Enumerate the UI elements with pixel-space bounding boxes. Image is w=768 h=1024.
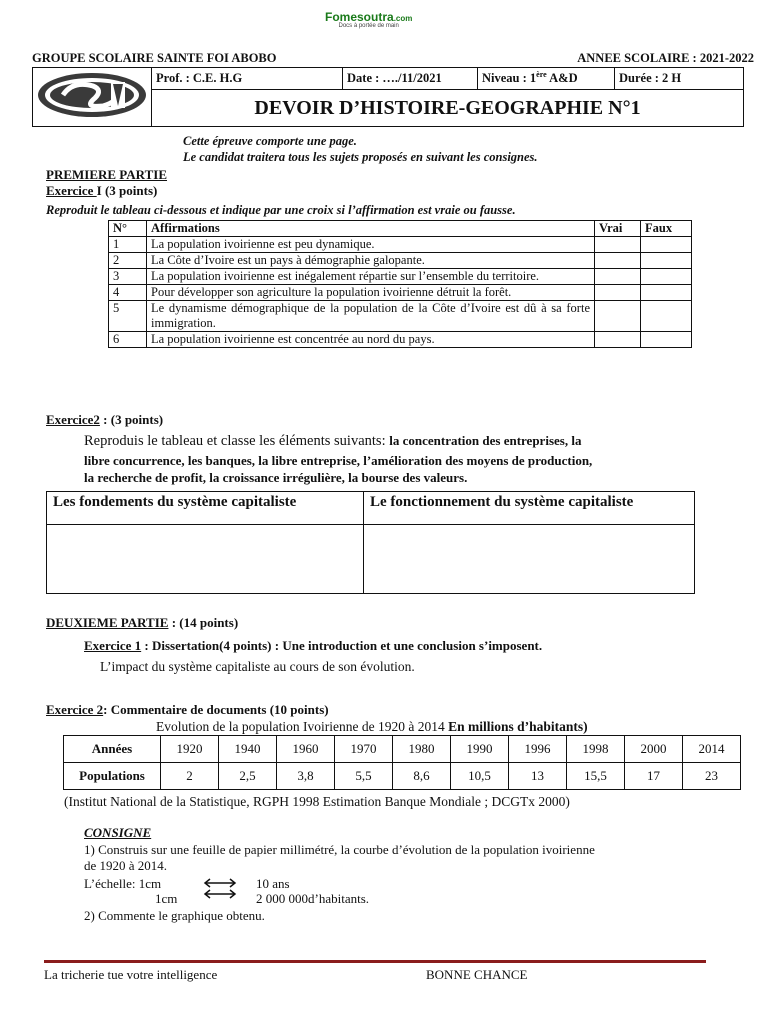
scale-label-2: 1cm xyxy=(155,891,178,906)
vrai-cell xyxy=(595,332,641,348)
year-cell: 1996 xyxy=(509,736,567,763)
col-header-vrai: Vrai xyxy=(595,221,641,237)
row-affirmation: La population ivoirienne est inégalement répartie sur l’ensemble du territoire. xyxy=(147,269,595,285)
col-fondements: Les fondements du système capitaliste xyxy=(47,492,364,525)
year-cell: 1998 xyxy=(567,736,625,763)
vrai-cell xyxy=(595,253,641,269)
vrai-cell xyxy=(595,285,641,301)
population-table xyxy=(63,735,741,790)
part2-title-line xyxy=(46,615,238,631)
school-year: ANNEE SCOLAIRE : 2021-2022 xyxy=(577,51,754,65)
sfa-emblem-icon xyxy=(33,68,151,122)
years-row xyxy=(64,736,741,763)
faux-cell xyxy=(641,285,692,301)
empty-cell xyxy=(47,525,364,594)
year-cell: 1970 xyxy=(335,736,393,763)
ex2-line-1 xyxy=(84,433,581,450)
row-label-annees: Années xyxy=(64,736,161,763)
table-row xyxy=(109,301,692,332)
col-header-affirmations: Affirmations xyxy=(147,221,595,237)
consigne-title: CONSIGNE xyxy=(84,825,152,840)
niveau-prefix: Niveau : 1 xyxy=(482,71,537,86)
row-label-populations: Populations xyxy=(64,763,161,790)
ex2-elements-1: la concentration des entreprises, la xyxy=(389,433,582,448)
ex2-elements-3: la recherche de profit, la croissance irrégulière, la bourse des valeurs. xyxy=(84,470,468,485)
exam-title: DEVOIR D’HISTOIRE-GEOGRAPHIE N°1 xyxy=(152,90,744,127)
row-affirmation: Le dynamisme démographique de la population de la Côte d’Ivoire est dû à sa forte immigration. xyxy=(147,301,595,332)
consigne-1b: de 1920 à 2014. xyxy=(84,858,168,873)
footer-left: La tricherie tue votre intelligence xyxy=(44,967,218,982)
ex1-instruction: Reproduit le tableau ci-dessous et indique par une croix si l’affirmation est vraie ou fausse. xyxy=(46,203,516,217)
col-header-faux: Faux xyxy=(641,221,692,237)
part2-ex2-heading xyxy=(46,702,329,718)
logo-tagline: Docs à portée de main xyxy=(338,23,399,29)
part1-ex1-heading xyxy=(46,183,157,199)
year-cell: 1940 xyxy=(219,736,277,763)
part2-ex1-heading xyxy=(84,638,542,654)
part2-ex2-rest: : Commentaire de documents (10 points) xyxy=(103,702,329,717)
year-cell: 2000 xyxy=(625,736,683,763)
row-number: 1 xyxy=(109,237,147,253)
niveau-suffix: A&D xyxy=(546,71,578,86)
year-cell: 2014 xyxy=(683,736,741,763)
population-cell: 2 xyxy=(161,763,219,790)
faux-cell xyxy=(641,301,692,332)
ex1-label: Exercice xyxy=(46,183,97,198)
consigne-1a: 1) Construis sur une feuille de papier millimétré, la courbe d’évolution de la population ivoirienne xyxy=(84,842,595,857)
year-cell: 1960 xyxy=(277,736,335,763)
ex2-label: Exercice2 xyxy=(46,412,100,427)
consigne-2: 2) Commente le graphique obtenu. xyxy=(84,908,265,923)
population-cell: 15,5 xyxy=(567,763,625,790)
population-cell: 3,8 xyxy=(277,763,335,790)
row-number: 3 xyxy=(109,269,147,285)
ex1-points: I (3 points) xyxy=(96,183,158,198)
instruction-line-2: Le candidat traitera tous les sujets proposés en suivant les consignes. xyxy=(183,150,538,164)
col-fonctionnement: Le fonctionnement du système capitaliste xyxy=(364,492,695,525)
table-row xyxy=(109,269,692,285)
logo-domain: .com xyxy=(393,14,413,23)
population-cell: 8,6 xyxy=(393,763,451,790)
row-number: 6 xyxy=(109,332,147,348)
logo-brand: Fomesoutra xyxy=(325,10,394,24)
school-name: GROUPE SCOLAIRE SAINTE FOI ABOBO xyxy=(32,51,277,65)
faux-cell xyxy=(641,253,692,269)
fomesoutra-logo xyxy=(325,10,412,29)
part2-ex1-rest: : Dissertation(4 points) : Une introduction et une conclusion s’imposent. xyxy=(141,638,543,653)
capitalism-table xyxy=(46,491,695,594)
year-cell: 1980 xyxy=(393,736,451,763)
year-cell: 1990 xyxy=(451,736,509,763)
part2-title: DEUXIEME PARTIE xyxy=(46,615,169,630)
table-row xyxy=(109,237,692,253)
school-emblem xyxy=(33,68,152,127)
part2-ex1-label: Exercice 1 xyxy=(84,638,142,653)
row-affirmation: La population ivoirienne est concentrée au nord du pays. xyxy=(147,332,595,348)
scale-value-1: 10 ans xyxy=(256,876,290,891)
scale-label: L’échelle: 1cm xyxy=(84,876,162,891)
table-row xyxy=(109,285,692,301)
vrai-cell xyxy=(595,301,641,332)
population-table-title xyxy=(156,719,588,735)
row-affirmation: La Côte d’Ivoire est un pays à démographie galopante. xyxy=(147,253,595,269)
row-number: 5 xyxy=(109,301,147,332)
table-source: (Institut National de la Statistique, RGPH 1998 Estimation Banque Mondiale ; DCGTx 2000) xyxy=(64,794,570,809)
date-cell: Date : …./11/2021 xyxy=(343,68,478,90)
double-arrow-icon xyxy=(202,878,238,900)
part2-points: : (14 points) xyxy=(168,615,239,630)
row-affirmation: La population ivoirienne est peu dynamique. xyxy=(147,237,595,253)
table-title-plain: Evolution de la population Ivoirienne de 1920 à 2014 xyxy=(156,719,449,734)
population-cell: 5,5 xyxy=(335,763,393,790)
prof-cell: Prof. : C.E. H.G xyxy=(152,68,343,90)
niveau-sup: ère xyxy=(536,70,547,80)
vrai-cell xyxy=(595,269,641,285)
row-number: 4 xyxy=(109,285,147,301)
populations-row xyxy=(64,763,741,790)
row-number: 2 xyxy=(109,253,147,269)
row-affirmation: Pour développer son agriculture la population ivoirienne détruit la forêt. xyxy=(147,285,595,301)
col-header-n: N° xyxy=(109,221,147,237)
affirmations-table xyxy=(108,220,692,348)
vrai-cell xyxy=(595,237,641,253)
ex2-points: : (3 points) xyxy=(99,412,164,427)
table-row xyxy=(109,253,692,269)
scale-value-2: 2 000 000d’habitants. xyxy=(256,891,370,906)
population-cell: 13 xyxy=(509,763,567,790)
part1-title: PREMIERE PARTIE xyxy=(46,167,168,182)
population-cell: 23 xyxy=(683,763,741,790)
duree-cell: Durée : 2 H xyxy=(615,68,744,90)
exam-instructions xyxy=(183,133,538,165)
empty-cell xyxy=(364,525,695,594)
header-table xyxy=(32,67,744,127)
instruction-line-1: Cette épreuve comporte une page. xyxy=(183,134,357,148)
faux-cell xyxy=(641,237,692,253)
table-row xyxy=(109,332,692,348)
ex2-elements-2: libre concurrence, les banques, la libre entreprise, l’amélioration des moyens de production, xyxy=(84,453,593,468)
ex2-intro: Reproduis le tableau et classe les éléments suivants: xyxy=(84,433,390,449)
part1-ex2-heading xyxy=(46,412,163,428)
population-cell: 10,5 xyxy=(451,763,509,790)
niveau-cell xyxy=(478,68,615,90)
year-cell: 1920 xyxy=(161,736,219,763)
faux-cell xyxy=(641,332,692,348)
faux-cell xyxy=(641,269,692,285)
population-cell: 2,5 xyxy=(219,763,277,790)
part2-ex2-label: Exercice 2 xyxy=(46,702,104,717)
footer-divider xyxy=(44,960,706,963)
table-title-bold: En millions d’habitants) xyxy=(448,719,588,734)
population-cell: 17 xyxy=(625,763,683,790)
footer-right: BONNE CHANCE xyxy=(426,967,528,982)
dissertation-subject: L’impact du système capitaliste au cours de son évolution. xyxy=(100,659,415,674)
